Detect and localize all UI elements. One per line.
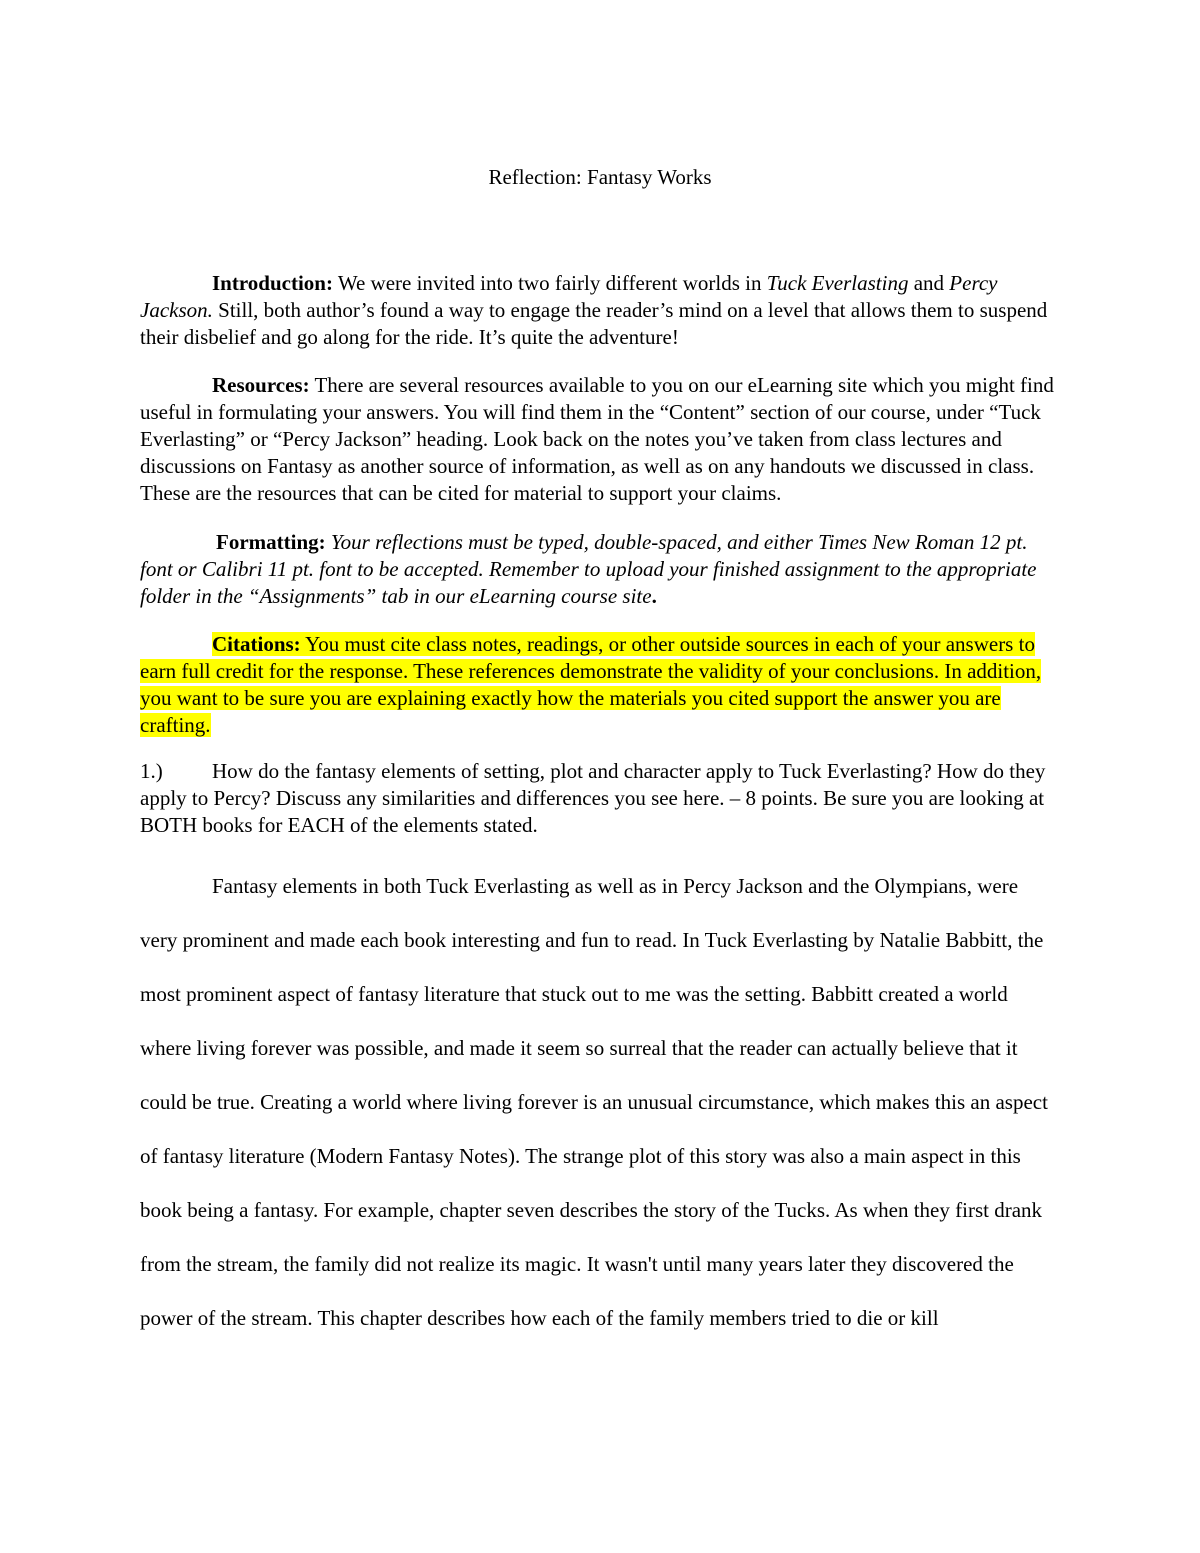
- formatting-text: Your reflections must be typed, double-spaced, and either Times New Roman 12 pt. font or Calibri 11 pt. font to be accepted. Remember to upload your finished assignment to the appropriate folder in the “Assignments” tab in our eLearning course site: [140, 530, 1037, 608]
- formatting-label: Formatting:: [216, 530, 326, 554]
- resources-label: Resources:: [212, 373, 310, 397]
- formatting-end: .: [651, 584, 657, 608]
- citations-text: You must cite class notes, readings, or other outside sources in each of your answers to earn full credit for the response. These references demonstrate the validity of your conclusions. In addition, you want to be sure you are explaining exactly how the materials you cited support the answer you are crafting.: [140, 632, 1042, 737]
- document-body: [140, 164, 1060, 1345]
- introduction-label: Introduction:: [212, 271, 333, 295]
- introduction-book-2: Percy Jackson.: [140, 271, 998, 322]
- resources-text: There are several resources available to you on our eLearning site which you might find useful in formulating your answers. You will find them in the “Content” section of our course, under “Tuck Everlasting” or “Percy Jackson” heading. Look back on the notes you’ve taken from class lectures and discussions on Fantasy as another source of information, as well as on any handouts we discussed in class. These are the resources that can be cited for material to support your claims.: [140, 373, 1054, 505]
- question-1: [140, 758, 1060, 839]
- question-1-text: How do the fantasy elements of setting, plot and character apply to Tuck Everlasting? How do they apply to Percy? Discuss any similarities and differences you see here. – 8 points. Be sure you are looking at BOTH books for EACH of the elements stated.: [140, 759, 1046, 837]
- introduction-text-2: and: [908, 271, 950, 295]
- introduction-text-1: We were invited into two fairly different worlds in: [332, 271, 767, 295]
- formatting-paragraph: [140, 529, 1060, 610]
- introduction-paragraph: [140, 270, 1060, 351]
- introduction-text-3: Still, both author’s found a way to engage the reader’s mind on a level that allows them to suspend their disbelief and go along for the ride. It’s quite the adventure!: [140, 298, 1048, 349]
- citations-label: Citations:: [212, 632, 301, 656]
- introduction-book-1: Tuck Everlasting: [766, 271, 909, 295]
- resources-paragraph: [140, 372, 1060, 507]
- answer-1: Fantasy elements in both Tuck Everlasting as well as in Percy Jackson and the Olympians, were very prominent and made each book interesting and fun to read. In Tuck Everlasting by Natalie Babbitt, the most prominent aspect of fantasy literature that stuck out to me was the setting. Babbitt created a world where living forever was possible, and made it seem so surreal that the reader can actually believe that it could be true. Creating a world where living forever is an unusual circumstance, which makes this an aspect of fantasy literature (Modern Fantasy Notes). The strange plot of this story was also a main aspect in this book being a fantasy. For example, chapter seven describes the story of the Tucks. As when they first drank from the stream, the family did not realize its magic. It wasn't until many years later they discovered the power of the stream. This chapter describes how each of the family members tried to die or kill: [140, 874, 1048, 1330]
- citations-paragraph: [140, 631, 1060, 739]
- page-title: Reflection: Fantasy Works: [488, 165, 712, 189]
- question-1-number: 1.): [140, 759, 163, 783]
